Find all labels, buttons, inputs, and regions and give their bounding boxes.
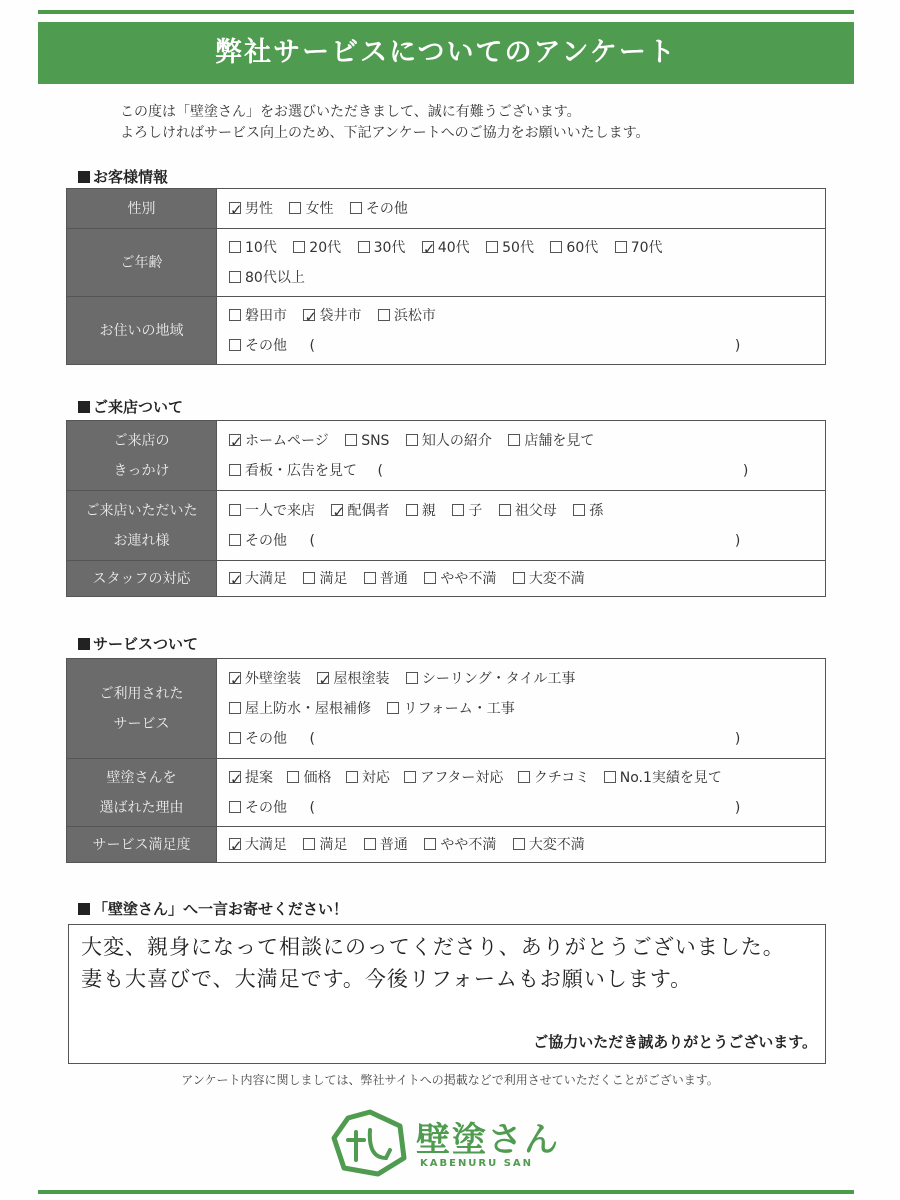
checkbox-female[interactable]: 女性 — [289, 194, 333, 224]
service-options-row-2 — [229, 694, 825, 724]
checkbox-service-other[interactable]: その他 — [229, 724, 287, 754]
gender-options — [229, 194, 825, 224]
label-service-used: ご利用された サービス — [67, 659, 217, 759]
checkbox-male[interactable]: ✓ 男性 — [229, 194, 273, 224]
service-table — [66, 658, 826, 863]
checkbox-waterproof[interactable]: 屋上防水・屋根補修 — [229, 694, 371, 724]
trigger-options-row-1 — [229, 426, 825, 456]
checkbox-parent[interactable]: 親 — [406, 496, 436, 526]
checkbox-age-50s[interactable]: 50代 — [486, 233, 534, 263]
staff-options — [229, 564, 825, 594]
customer-info-table — [66, 188, 826, 365]
checkbox-age-80plus[interactable]: 80代以上 — [229, 263, 305, 293]
label-companion: ご来店いただいた お連れ様 — [67, 491, 217, 561]
checkbox-child[interactable]: 子 — [452, 496, 482, 526]
checkbox-age-60s[interactable]: 60代 — [550, 233, 598, 263]
checkbox-spouse[interactable]: ✓ 配偶者 — [331, 496, 389, 526]
checkbox-staff-very-dissatisfied[interactable]: 大変不満 — [513, 564, 585, 594]
logo-mark-icon — [330, 1108, 410, 1178]
label-satisfaction: サービス満足度 — [67, 827, 217, 863]
satisfaction-options — [229, 830, 825, 860]
companion-options-row-2: その他 ( ) — [229, 526, 825, 556]
reason-options-row-1 — [229, 763, 825, 793]
section-service-heading: サービスついて — [78, 633, 198, 654]
checkbox-sealing-tile[interactable]: シーリング・タイル工事 — [406, 664, 575, 694]
company-logo — [330, 1108, 570, 1178]
checkbox-service-satisfied[interactable]: 満足 — [303, 830, 347, 860]
checkbox-fukuroi[interactable]: ✓ 袋井市 — [303, 301, 361, 331]
checkbox-service-normal[interactable]: 普通 — [364, 830, 408, 860]
comment-line-1: 大変、親身になって相談にのってくださり、ありがとうございました。 — [81, 935, 785, 959]
checkbox-service-very-satisfied[interactable]: ✓ 大満足 — [229, 830, 287, 860]
checkbox-staff-satisfied[interactable]: 満足 — [303, 564, 347, 594]
checkbox-age-10s[interactable]: 10代 — [229, 233, 277, 263]
trigger-options-row-2: 看板・広告を見て ( ) — [229, 456, 825, 486]
checkbox-grandchild[interactable]: 孫 — [573, 496, 603, 526]
visit-table — [66, 420, 826, 597]
checkbox-signboard[interactable]: 看板・広告を見て — [229, 456, 357, 486]
checkbox-service-somewhat-dissatisfied[interactable]: やや不満 — [424, 830, 496, 860]
checkbox-proposal[interactable]: ✓提案 — [229, 763, 273, 793]
checkbox-referral[interactable]: 知人の紹介 — [406, 426, 492, 456]
top-rule — [38, 10, 854, 14]
square-bullet-icon — [78, 401, 90, 413]
checkbox-exterior-painting[interactable]: ✓外壁塗装 — [229, 664, 301, 694]
checkbox-reason-other[interactable]: その他 — [229, 793, 287, 823]
logo-text: 壁塗さん — [416, 1120, 560, 1160]
intro-text — [120, 102, 649, 144]
checkbox-age-30s[interactable]: 30代 — [358, 233, 406, 263]
checkbox-iwata[interactable]: 磐田市 — [229, 301, 287, 331]
section-customer-heading: お客様情報 — [78, 166, 168, 187]
disclaimer-note: アンケート内容に関しましては、弊社サイトへの掲載などで利用させていただくことがございます。 — [181, 1073, 719, 1087]
checkbox-service-very-dissatisfied[interactable]: 大変不満 — [513, 830, 585, 860]
checkbox-area-other[interactable]: その他 — [229, 331, 287, 361]
intro-line-2: よろしければサービス向上のため、下記アンケートへのご協力をお願いいたします。 — [120, 125, 650, 141]
checkbox-age-40s[interactable]: ✓ 40代 — [422, 233, 470, 263]
label-area: お住いの地域 — [67, 297, 217, 365]
thanks-message: ご協力いただき誠ありがとうございます。 — [533, 1033, 817, 1051]
label-age: ご年齢 — [67, 229, 217, 297]
checkbox-sns[interactable]: SNS — [345, 426, 389, 456]
checkbox-homepage[interactable]: ✓ホームページ — [229, 426, 329, 456]
comment-box[interactable] — [68, 924, 826, 1064]
checkbox-age-20s[interactable]: 20代 — [293, 233, 341, 263]
age-options-row-2 — [229, 263, 825, 293]
reason-options-row-2: その他 ( ) — [229, 793, 825, 823]
checkbox-roof-painting[interactable]: ✓ 屋根塗装 — [317, 664, 389, 694]
comment-line-2: 妻も大喜びで、大満足です。今後リフォームもお願いします。 — [81, 967, 693, 991]
checkbox-staff-normal[interactable]: 普通 — [364, 564, 408, 594]
section-comment-heading: 「壁塗さん」へ一言お寄せください！ — [78, 898, 348, 919]
checkbox-companion-other[interactable]: その他 — [229, 526, 287, 556]
companion-options-row-1 — [229, 496, 825, 526]
square-bullet-icon — [78, 903, 90, 915]
checkbox-no1-record[interactable]: No.1実績を見て — [604, 763, 722, 793]
service-options-row-1 — [229, 664, 825, 694]
checkbox-reform[interactable]: リフォーム・工事 — [387, 694, 514, 724]
area-options-row-2: その他 ( ) — [229, 331, 825, 361]
label-trigger: ご来店の きっかけ — [67, 421, 217, 491]
checkbox-gender-other[interactable]: その他 — [350, 194, 408, 224]
bottom-rule — [38, 1190, 854, 1194]
area-options-row-1 — [229, 301, 825, 331]
checkbox-age-70s[interactable]: 70代 — [615, 233, 663, 263]
logo-subtext: KABENURU SAN — [420, 1158, 534, 1169]
section-visit-heading: ご来店ついて — [78, 396, 183, 417]
checkbox-grandparent[interactable]: 祖父母 — [499, 496, 557, 526]
checkbox-alone[interactable]: 一人で来店 — [229, 496, 315, 526]
checkbox-staff-somewhat-dissatisfied[interactable]: やや不満 — [424, 564, 496, 594]
label-staff: スタッフの対応 — [67, 561, 217, 597]
checkbox-hamamatsu[interactable]: 浜松市 — [378, 301, 436, 331]
label-gender: 性別 — [67, 189, 217, 229]
service-options-row-3: その他 ( ) — [229, 724, 825, 754]
checkbox-store[interactable]: 店舗を見て — [508, 426, 594, 456]
square-bullet-icon — [78, 171, 90, 183]
square-bullet-icon — [78, 638, 90, 650]
checkbox-price[interactable]: 価格 — [287, 763, 331, 793]
checkbox-reviews[interactable]: クチコミ — [518, 763, 589, 793]
intro-line-1: この度は「壁塗さん」をお選びいただきまして、誠に有難うございます。 — [120, 104, 581, 120]
checkbox-response[interactable]: 対応 — [346, 763, 390, 793]
age-options-row-1 — [229, 233, 825, 263]
checkbox-staff-very-satisfied[interactable]: ✓ 大満足 — [229, 564, 287, 594]
label-reason: 壁塗さんを 選ばれた理由 — [67, 759, 217, 827]
checkbox-aftercare[interactable]: アフター対応 — [404, 763, 503, 793]
page-title: 弊社サービスについてのアンケート — [38, 22, 854, 84]
